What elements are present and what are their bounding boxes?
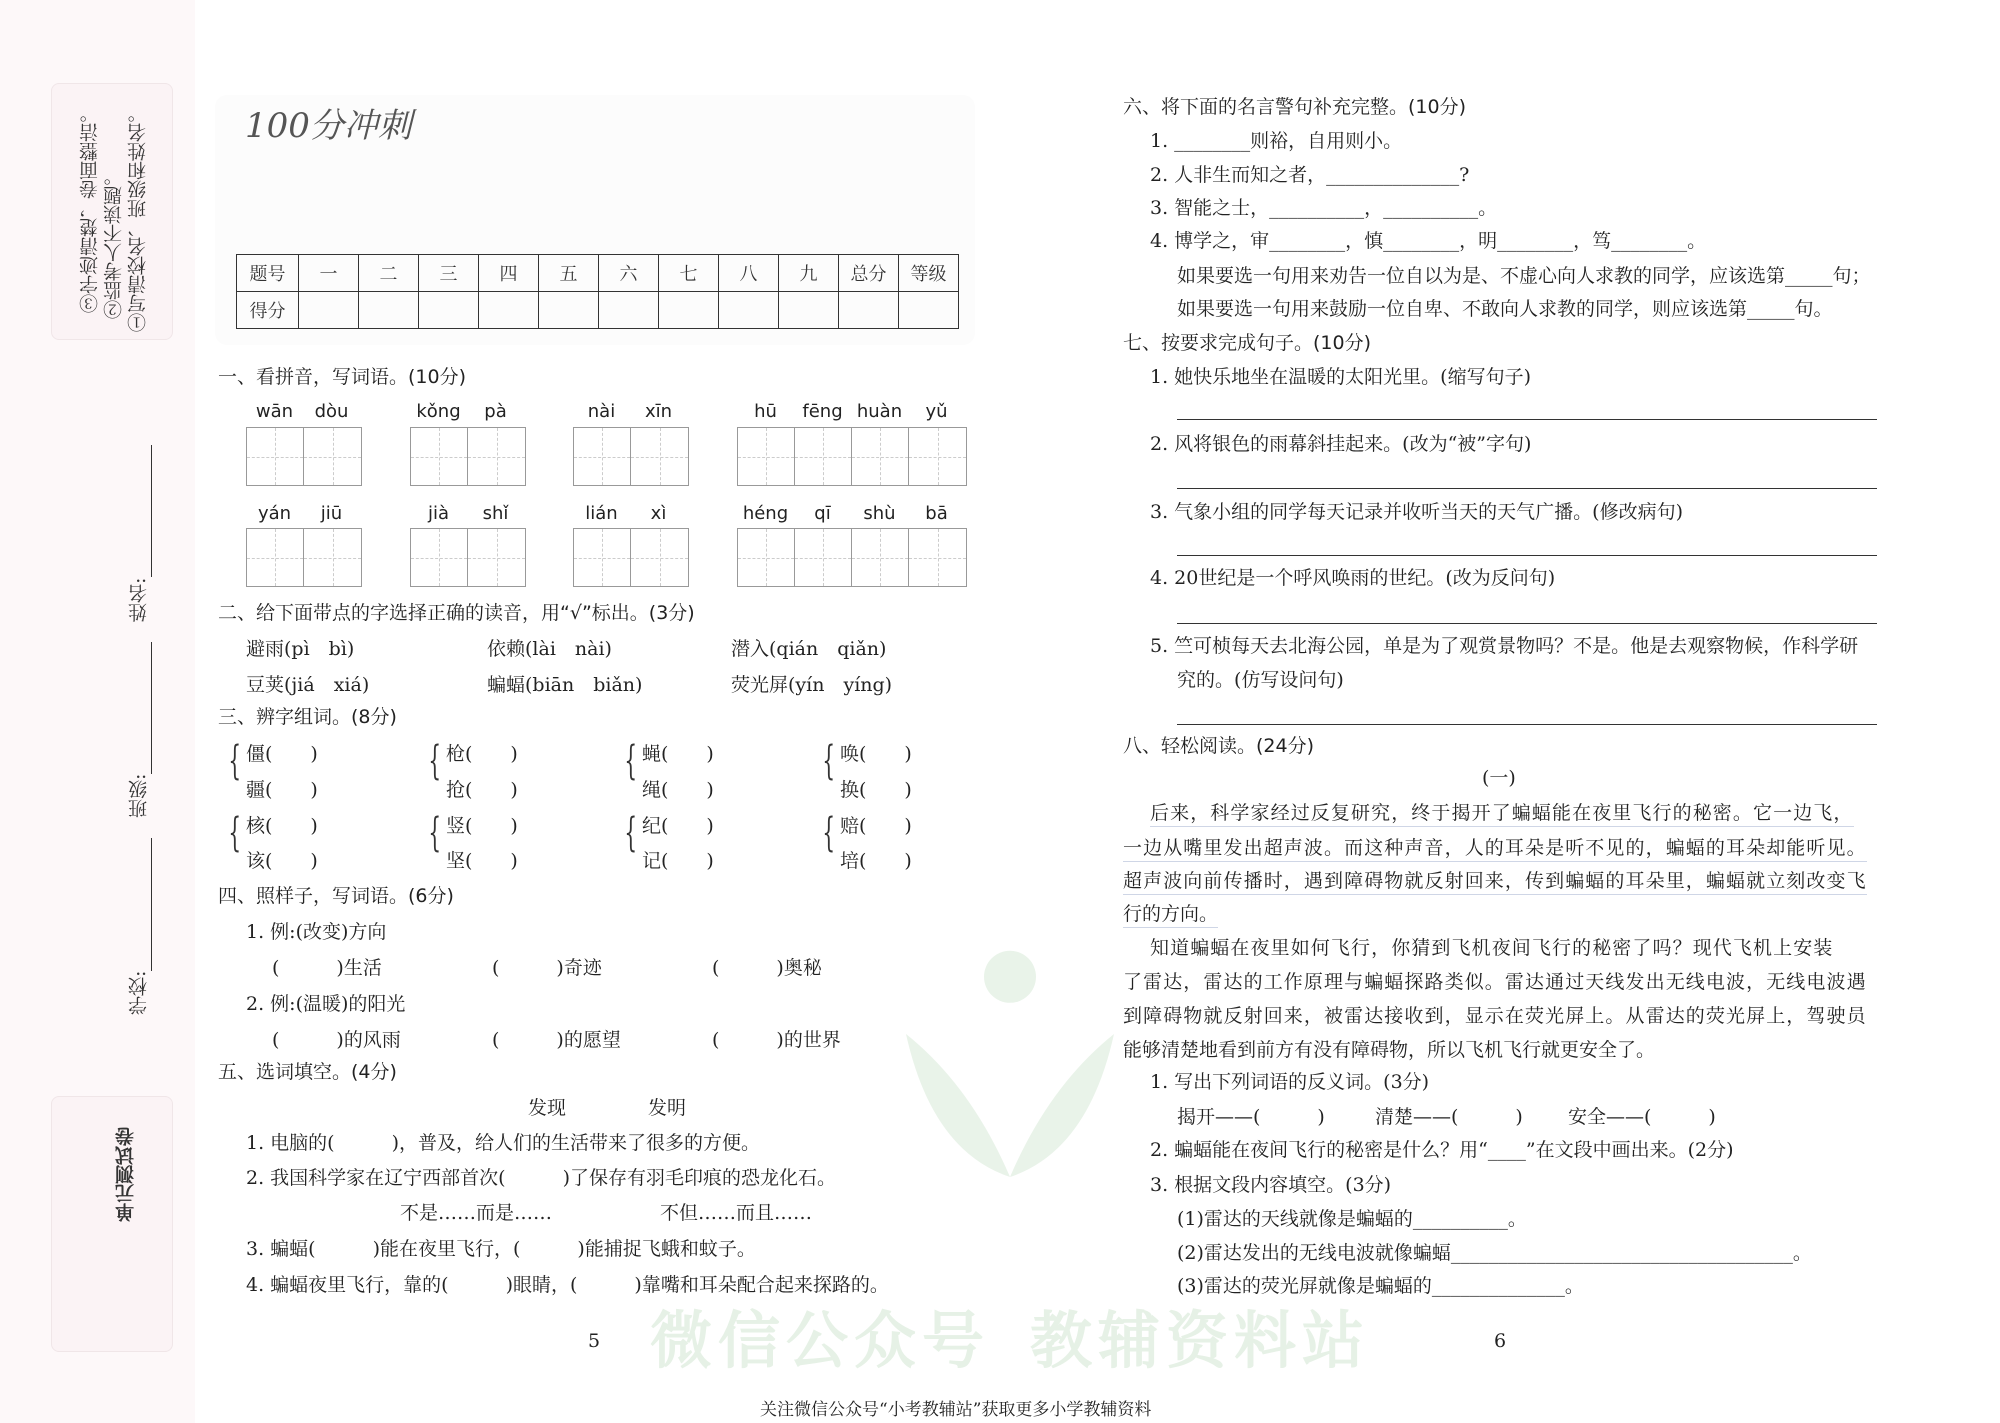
pinyin-syllable: hū (754, 401, 777, 422)
logo-text: 100分冲刺 (245, 106, 412, 146)
pinyin-syllable: bā (925, 503, 948, 524)
phrase-blank[interactable]: ( )的世界 (712, 1029, 841, 1051)
grid-cell[interactable] (468, 428, 525, 485)
score-header-cell: 总分 (839, 255, 899, 292)
pinyin-syllable: fēng (802, 401, 843, 422)
pinyin-syllable: qī (814, 503, 831, 524)
pinyin-syllable: pà (484, 401, 507, 422)
score-cell[interactable] (779, 292, 839, 329)
passage-line: 行的方向。 (1123, 905, 1218, 928)
word-group-blank[interactable]: 换( ) (840, 779, 912, 801)
passage-line: 后来，科学家经过反复研究，终于揭开了蝙蝠能在夜里飞行的秘密。它一边飞， (1150, 804, 1854, 827)
word-group-blank[interactable]: 绳( ) (642, 779, 714, 801)
score-header-cell: 四 (479, 255, 539, 292)
fill-question[interactable]: 4. 蝙蝠夜里飞行，靠的( )眼睛，( )靠嘴和耳朵配合起来探路的。 (246, 1274, 889, 1296)
section-3-title: 三、辨字组词。(8分) (218, 706, 397, 728)
note-2: ②监考人不读题。 (103, 167, 125, 319)
passage-line: 能够清楚地看到前方有没有障碍物，所以飞机飞行就更安全了。 (1123, 1039, 1656, 1061)
word-group-blank[interactable]: 蝇( ) (642, 743, 714, 765)
section-6-title: 六、将下面的名言警句补充完整。(10分) (1123, 96, 1467, 118)
score-row-label: 得分 (237, 292, 299, 329)
section-7-title: 七、按要求完成句子。(10分) (1123, 332, 1372, 354)
word-group-blank[interactable]: 纪( ) (642, 815, 714, 837)
pinyin-syllable: yán (257, 503, 292, 524)
score-header-cell: 三 (419, 255, 479, 292)
page-number: 5 (588, 1330, 601, 1352)
score-table (236, 254, 959, 329)
grid-cell[interactable] (631, 529, 688, 586)
grid-cell[interactable] (909, 529, 966, 586)
section-1-title: 一、看拼音，写词语。(10分) (218, 366, 467, 388)
proverb-item[interactable]: 2. 人非生而知之者，______________? (1150, 164, 1470, 186)
writing-grid[interactable] (246, 427, 362, 486)
word-group-blank[interactable]: 坚( ) (446, 850, 518, 872)
reading-item[interactable]: 依赖(lài nài) (487, 638, 612, 660)
word-option: 不是……而是…… (400, 1202, 553, 1224)
score-header-cell: 七 (659, 255, 719, 292)
badge-box (51, 1096, 173, 1352)
pinyin-syllable: héng (742, 503, 789, 524)
reading-item[interactable]: 豆荚(jiá xiá) (246, 674, 370, 696)
answer-line[interactable] (1177, 555, 1877, 556)
score-header-cell: 等级 (899, 255, 959, 292)
phrase-blank[interactable]: ( )奥秘 (712, 957, 822, 979)
pinyin-syllable: kǒng (416, 401, 461, 422)
phrase-blank[interactable]: ( )的风雨 (272, 1029, 401, 1051)
phrase-blank[interactable]: ( )生活 (272, 957, 382, 979)
pinyin-syllable: dòu (314, 401, 349, 422)
word-group-blank[interactable]: 疆( ) (246, 779, 318, 801)
school-label: 学校: (128, 970, 150, 1015)
score-header-cell: 五 (539, 255, 599, 292)
word-option: 不但……而且…… (660, 1202, 813, 1224)
proverb-question[interactable]: 如果要选一句用来鼓励一位自卑、不敢向人求教的同学，则应该选第_____句。 (1177, 298, 1833, 320)
watermark-line-2: 教辅资料站 (1030, 1304, 1371, 1377)
grid-cell[interactable] (795, 428, 852, 485)
score-header-cell: 二 (359, 255, 419, 292)
grid-cell[interactable] (247, 529, 304, 586)
section-8-title: 八、轻松阅读。(24分) (1123, 735, 1315, 757)
brace-mark: { (822, 810, 836, 856)
score-cell[interactable] (299, 292, 359, 329)
brace-mark: { (428, 738, 442, 784)
grid-cell[interactable] (574, 428, 631, 485)
word-group-blank[interactable]: 僵( ) (246, 743, 318, 765)
brace-mark: { (624, 738, 638, 784)
sentence-task: 2. 风将银色的雨幕斜挂起来。(改为“被”字句) (1150, 433, 1532, 455)
score-cell[interactable] (359, 292, 419, 329)
fill-blank[interactable]: (3)雷达的荧光屏就像是蝙蝠的______________。 (1177, 1275, 1584, 1297)
reading-item[interactable]: 蝙蝠(biān biǎn) (487, 674, 643, 696)
reading-question: 3. 根据文段内容填空。(3分) (1150, 1174, 1392, 1196)
answer-line[interactable] (1177, 419, 1877, 420)
brace-mark: { (228, 738, 242, 784)
writing-grid[interactable] (737, 528, 967, 587)
score-header-cell: 题号 (237, 255, 299, 292)
example-1: 1. 例:(改变)方向 (246, 921, 387, 943)
page-number: 6 (1494, 1330, 1507, 1352)
word-group-blank[interactable]: 枪( ) (446, 743, 518, 765)
answer-line[interactable] (1177, 623, 1877, 624)
badge-text: 单元测试卷 (115, 1127, 137, 1222)
proverb-item[interactable]: 3. 智能之士，__________，__________。 (1150, 197, 1498, 219)
word-group-blank[interactable]: 该( ) (246, 850, 318, 872)
word-option: 发明 (648, 1097, 687, 1119)
reading-question: 2. 蝙蝠能在夜间飞行的秘密是什么？用“____”在文段中画出来。(2分) (1150, 1139, 1734, 1161)
section-2-title: 二、给下面带点的字选择正确的读音，用“√”标出。(3分) (218, 602, 695, 624)
name-field[interactable] (125, 445, 152, 577)
grid-cell[interactable] (738, 428, 795, 485)
name-label: 姓名: (128, 577, 150, 622)
brace-mark: { (228, 810, 242, 856)
answer-line[interactable] (1177, 488, 1877, 489)
proverb-item[interactable]: 4. 博学之，审________，慎________，明________，笃________。 (1150, 230, 1707, 252)
pinyin-syllable: jià (427, 503, 450, 524)
passage-line: 超声波向前传播时，遇到障碍物就反射回来，传到蝙蝠的耳朵里，蝙蝠就立刻改变飞 (1123, 872, 1867, 895)
passage-line: 了雷达，雷达的工作原理与蝙蝠探路类似。雷达通过天线发出无线电波，无线电波遇 (1123, 971, 1867, 993)
watermark-line-1: 微信公众号 (650, 1304, 991, 1377)
reading-item[interactable]: 避雨(pì bì) (246, 638, 355, 660)
pinyin-syllable: jiū (320, 503, 343, 524)
grid-cell[interactable] (852, 428, 909, 485)
pinyin-syllable: nài (587, 401, 616, 422)
grid-cell[interactable] (411, 428, 468, 485)
score-cell[interactable] (839, 292, 899, 329)
pinyin-syllable: shǐ (482, 503, 509, 524)
sentence-task: 1. 她快乐地坐在温暖的太阳光里。(缩写句子) (1150, 366, 1531, 388)
score-header-cell: 一 (299, 255, 359, 292)
passage-line: 到障碍物就反射回来，被雷达接收到，显示在荧光屏上。从雷达的荧光屏上，驾驶员 (1123, 1005, 1867, 1027)
grid-cell[interactable] (738, 529, 795, 586)
section-5-title: 五、选词填空。(4分) (218, 1061, 397, 1083)
grid-cell[interactable] (574, 529, 631, 586)
pinyin-syllable: yǔ (925, 401, 948, 422)
example-2: 2. 例:(温暖)的阳光 (246, 993, 406, 1015)
word-group-blank[interactable]: 赔( ) (840, 815, 912, 837)
fill-question[interactable]: 2. 我国科学家在辽宁西部首次( )了保存有羽毛印痕的恐龙化石。 (246, 1167, 836, 1189)
reading-question: 1. 写出下列词语的反义词。(3分) (1150, 1071, 1430, 1093)
reading-item[interactable]: 潜入(qián qiǎn) (731, 638, 887, 660)
pinyin-syllable: shù (863, 503, 896, 524)
word-group-blank[interactable]: 培( ) (840, 850, 912, 872)
sentence-task-cont: 究的。(仿写设问句) (1177, 669, 1344, 691)
pinyin-syllable: wān (255, 401, 294, 422)
class-field[interactable] (125, 642, 152, 774)
watermark-logo-icon (880, 930, 1140, 1190)
score-cell[interactable] (899, 292, 959, 329)
sentence-task: 3. 气象小组的同学每天记录并收听当天的天气广播。(修改病句) (1150, 501, 1683, 523)
sentence-task: 5. 竺可桢每天去北海公园，单是为了观赏景物吗？不是。他是去观察物候，作科学研 (1150, 635, 1859, 657)
fill-blank[interactable]: (1)雷达的天线就像是蝙蝠的__________。 (1177, 1208, 1527, 1230)
pinyin-syllable: xīn (644, 401, 673, 422)
proverb-item[interactable]: 1. ________则裕，自用则小。 (1150, 130, 1403, 152)
word-option: 发现 (528, 1097, 567, 1119)
grid-cell[interactable] (631, 428, 688, 485)
proverb-question[interactable]: 如果要选一句用来劝告一位自以为是、不虚心向人求教的同学，应该选第_____句； (1177, 265, 1871, 287)
writing-grid[interactable] (246, 528, 362, 587)
grid-cell[interactable] (304, 529, 361, 586)
passage-line: 一边从嘴里发出超声波。而这种声音，人的耳朵是听不见的，蝙蝠的耳朵却能听见。 (1123, 839, 1867, 862)
note-3: ③字迹清楚，卷面整洁。 (79, 104, 101, 313)
pinyin-syllable: xì (650, 503, 667, 524)
score-cell[interactable] (419, 292, 479, 329)
writing-grid[interactable] (410, 427, 526, 486)
score-header-cell: 九 (779, 255, 839, 292)
fill-question[interactable]: 3. 蝙蝠( )能在夜里飞行，( )能捕捉飞蛾和蚊子。 (246, 1238, 756, 1260)
brand-logo (245, 98, 412, 147)
passage-line: 知道蝙蝠在夜里如何飞行，你猜到飞机夜间飞行的秘密了吗？现代飞机上安装 (1150, 937, 1834, 959)
word-group-blank[interactable]: 抢( ) (446, 779, 518, 801)
writing-grid[interactable] (410, 528, 526, 587)
grid-cell[interactable] (852, 529, 909, 586)
reading-item[interactable]: 荧光屏(yín yíng) (731, 674, 893, 696)
score-cell[interactable] (659, 292, 719, 329)
grid-cell[interactable] (795, 529, 852, 586)
phrase-blank[interactable]: ( )的愿望 (492, 1029, 621, 1051)
footer-note: 关注微信公众号“小考教辅站”获取更多小学教辅资料 (760, 1400, 1152, 1420)
writing-grid[interactable] (573, 528, 689, 587)
grid-cell[interactable] (247, 428, 304, 485)
word-group-blank[interactable]: 记( ) (642, 850, 714, 872)
note-1: ①写清校名、班级和姓名。 (127, 104, 149, 332)
word-group-blank[interactable]: 唤( ) (840, 743, 912, 765)
fill-blank[interactable]: (2)雷达发出的无线电波就像蝙蝠____________________________________。 (1177, 1242, 1812, 1264)
score-value-row (237, 292, 959, 329)
score-header-row (237, 255, 959, 292)
score-cell[interactable] (539, 292, 599, 329)
writing-grid[interactable] (573, 427, 689, 486)
score-header-cell: 六 (599, 255, 659, 292)
brace-mark: { (822, 738, 836, 784)
score-cell[interactable] (479, 292, 539, 329)
grid-cell[interactable] (304, 428, 361, 485)
antonym-blank[interactable]: 安全——( ) (1568, 1106, 1716, 1128)
fill-question[interactable]: 1. 电脑的( )，普及，给人们的生活带来了很多的方便。 (246, 1132, 760, 1154)
grid-cell[interactable] (468, 529, 525, 586)
word-group-blank[interactable]: 核( ) (246, 815, 318, 837)
antonym-blank[interactable]: 清楚——( ) (1375, 1106, 1523, 1128)
grid-cell[interactable] (909, 428, 966, 485)
pinyin-syllable: huàn (856, 401, 903, 422)
phrase-blank[interactable]: ( )奇迹 (492, 957, 602, 979)
student-info-fields (125, 445, 152, 1015)
notes-box (51, 83, 173, 340)
sentence-task: 4. 20世纪是一个呼风唤雨的世纪。(改为反问句) (1150, 567, 1556, 589)
antonym-blank[interactable]: 揭开——( ) (1177, 1106, 1325, 1128)
grid-cell[interactable] (411, 529, 468, 586)
word-group-blank[interactable]: 竖( ) (446, 815, 518, 837)
brace-mark: { (624, 810, 638, 856)
answer-line[interactable] (1177, 724, 1877, 725)
score-header-cell: 八 (719, 255, 779, 292)
passage-number: (一) (1482, 767, 1516, 789)
pinyin-syllable: lián (585, 503, 618, 524)
binding-strip (0, 0, 195, 1423)
section-4-title: 四、照样子，写词语。(6分) (218, 885, 454, 907)
writing-grid[interactable] (737, 427, 967, 486)
class-label: 班级: (128, 773, 150, 819)
brace-mark: { (428, 810, 442, 856)
score-cell[interactable] (719, 292, 779, 329)
school-field[interactable] (125, 838, 152, 970)
score-cell[interactable] (599, 292, 659, 329)
